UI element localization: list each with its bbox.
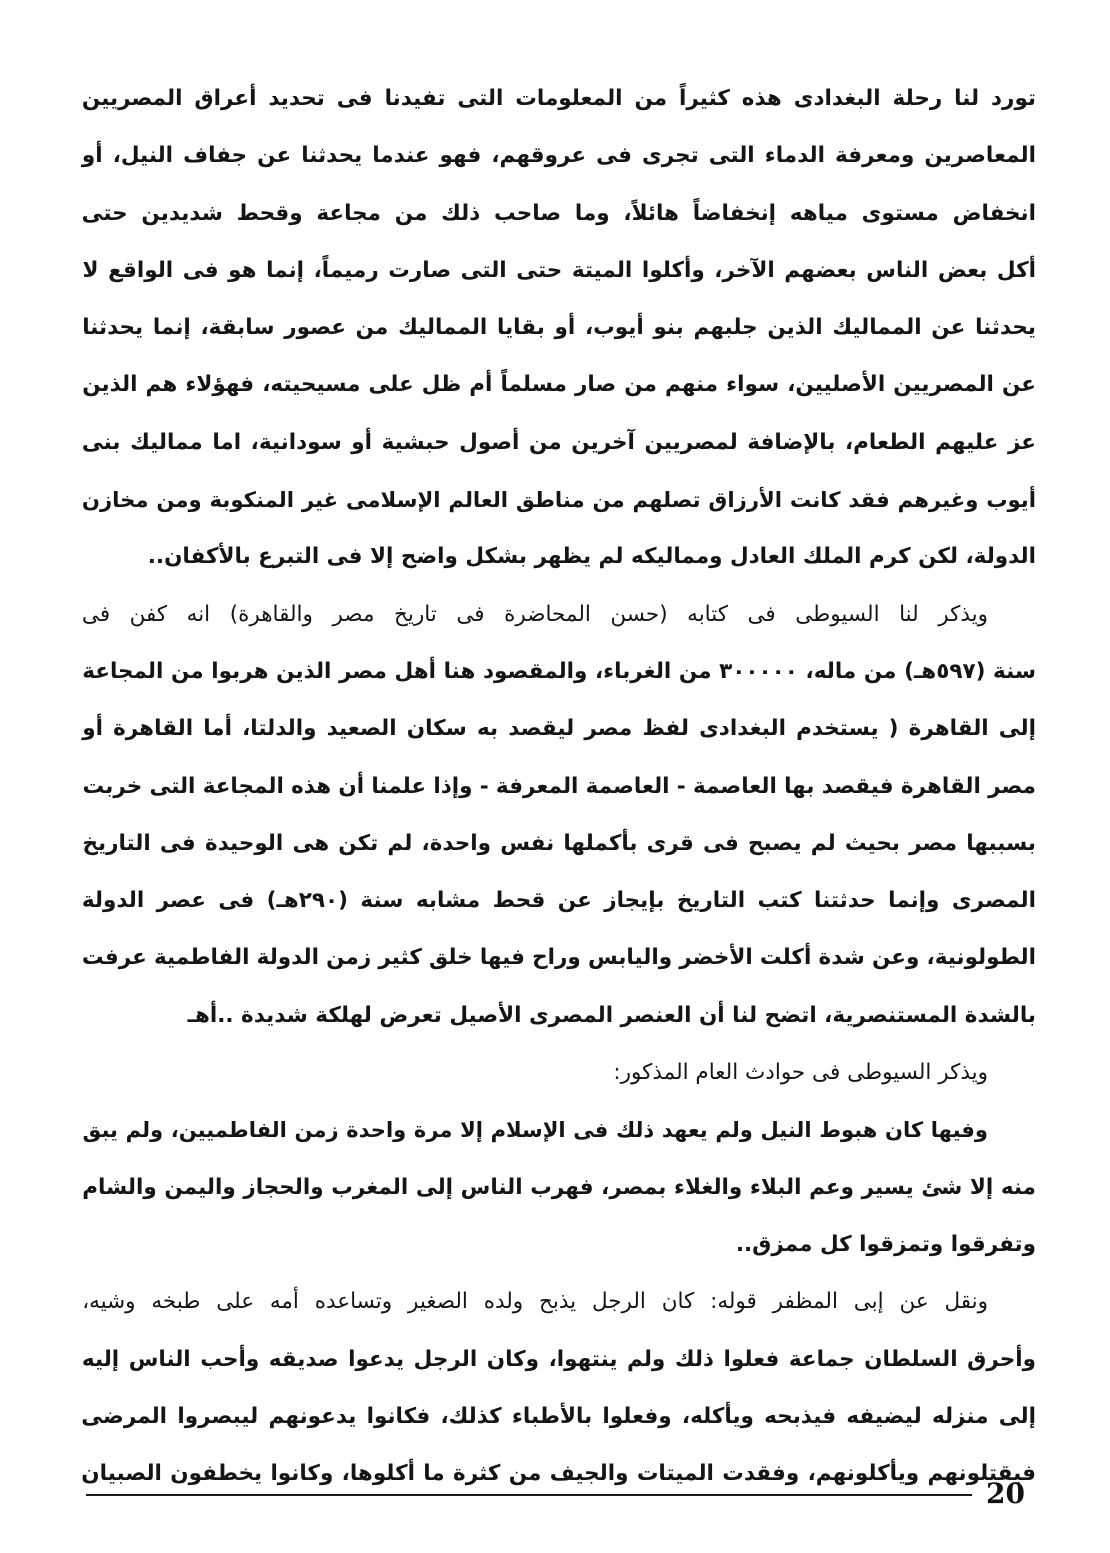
text-line: إلى منزله ليضيفه فيذبحه ويأكله، وفعلوا بالأطباء كذلك، فكانوا يدعونهم ليبصروا المرضى [81,1403,1036,1429]
text-line: ويذكر السيوطى فى حوادث العام المذكور: [613,1060,988,1086]
text-line: ونقل عن إبى المظفر قوله: كان الرجل يذبح ولده الصغير وتساعده أمه على طبخه وشيه، [82,1289,988,1315]
text-line: عز عليهم الطعام، بالإضافة لمصريين آخرين من أصول حبشية أو سودانية، اما مماليك بنى [81,429,1036,455]
text-line: يحدثنا عن المماليك الذين جلبهم بنو أيوب، أو بقايا المماليك من عصور سابقة، إنما يحدثنا [82,315,1036,341]
text-line: منه إلا شئ يسير وعم البلاء والغلاء بمصر، فهرب الناس إلى المغرب والحجاز واليمن والشام [82,1174,1036,1200]
body-text [78,70,1036,1502]
text-line: عن المصريين الأصليين، سواء منهم من صار مسلماً أم ظل على مسيحيته، فهؤلاء هم الذين [82,372,1036,398]
text-line: الطولونية، وعن شدة أكلت الأخضر واليابس وراح فيها خلق كثير زمن الدولة الفاطمية عرفت [81,945,1036,971]
text-line: وفيها كان هبوط النيل ولم يعهد ذلك فى الإسلام إلا مرة واحدة زمن الفاطميين، ولم يبق [82,1117,988,1143]
text-line: أكل بعض الناس بعضهم الآخر، وأكلوا الميتة حتى التى صارت رميماً، إنما هو فى الواقع لا [82,257,1036,283]
text-line: مصر القاهرة فيقصد بها العاصمة - العاصمة المعرفة - وإذا علمنا أن هذه المجاعة التى خربت [82,773,1036,799]
page-number: 20 [986,1477,1025,1510]
text-line: أيوب وغيرهم فقد كانت الأرزاق تصلهم من مناطق العالم الإسلامى غير المنكوبة ومن مخازن [81,487,1036,513]
text-line: المعاصرين ومعرفة الدماء التى تجرى فى عروقهم، فهو عندما يحدثنا عن جفاف النيل، أو [81,143,1036,169]
text-line: فيقتلونهم ويأكلونهم، وفقدت الميتات والجيف من كثرة ما أكلوها، وكانوا يخطفون الصبيان [81,1461,1036,1487]
text-line: المصرى وإنما حدثتنا كتب التاريخ بإيجاز عن قحط مشابه سنة (٢٩٠هـ) فى عصر الدولة [81,888,1036,914]
text-line: ويذكر لنا السيوطى فى كتابه (حسن المحاضرة فى تاريخ مصر والقاهرة) انه كفن فى [81,601,988,627]
footer-divider [86,1494,972,1496]
text-line: بسببها مصر بحيث لم يصبح فى قرى بأكملها نفس واحدة، لم تكن هى الوحيدة فى التاريخ [82,830,1036,856]
text-line: إلى القاهرة ( يستخدم البغدادى لفظ مصر ليقصد به سكان الصعيد والدلتا، أما القاهرة أو [82,716,1036,742]
text-line: وتفرقوا وتمزقوا كل ممزق.. [735,1231,1036,1257]
text-line: بالشدة المستنصرية، اتضح لنا أن العنصر المصرى الأصيل تعرض لهلكة شديدة ..أهـ [187,1002,1036,1028]
text-line: انخفاض مستوى مياهه إنخفاضاً هائلاً، وما صاحب ذلك من مجاعة وقحط شديدين حتى [81,200,1036,226]
text-line: سنة (٥٩٧هـ) من ماله، ٣٠٠٠٠٠ من الغرباء، والمقصود هنا أهل مصر الذين هربوا من المجاعة [82,658,1036,684]
text-line: وأحرق السلطان جماعة فعلوا ذلك ولم ينتهوا، وكان الرجل يدعوا صديقه وأحب الناس إليه [81,1346,1036,1372]
text-line: الدولة، لكن كرم الملك العادل ومماليكه لم يظهر بشكل واضح إلا فى التبرع بالأكفان.. [147,544,1036,570]
text-line: تورد لنا رحلة البغدادى هذه كثيراً من المعلومات التى تفيدنا فى تحديد أعراق المصريين [81,86,1036,111]
